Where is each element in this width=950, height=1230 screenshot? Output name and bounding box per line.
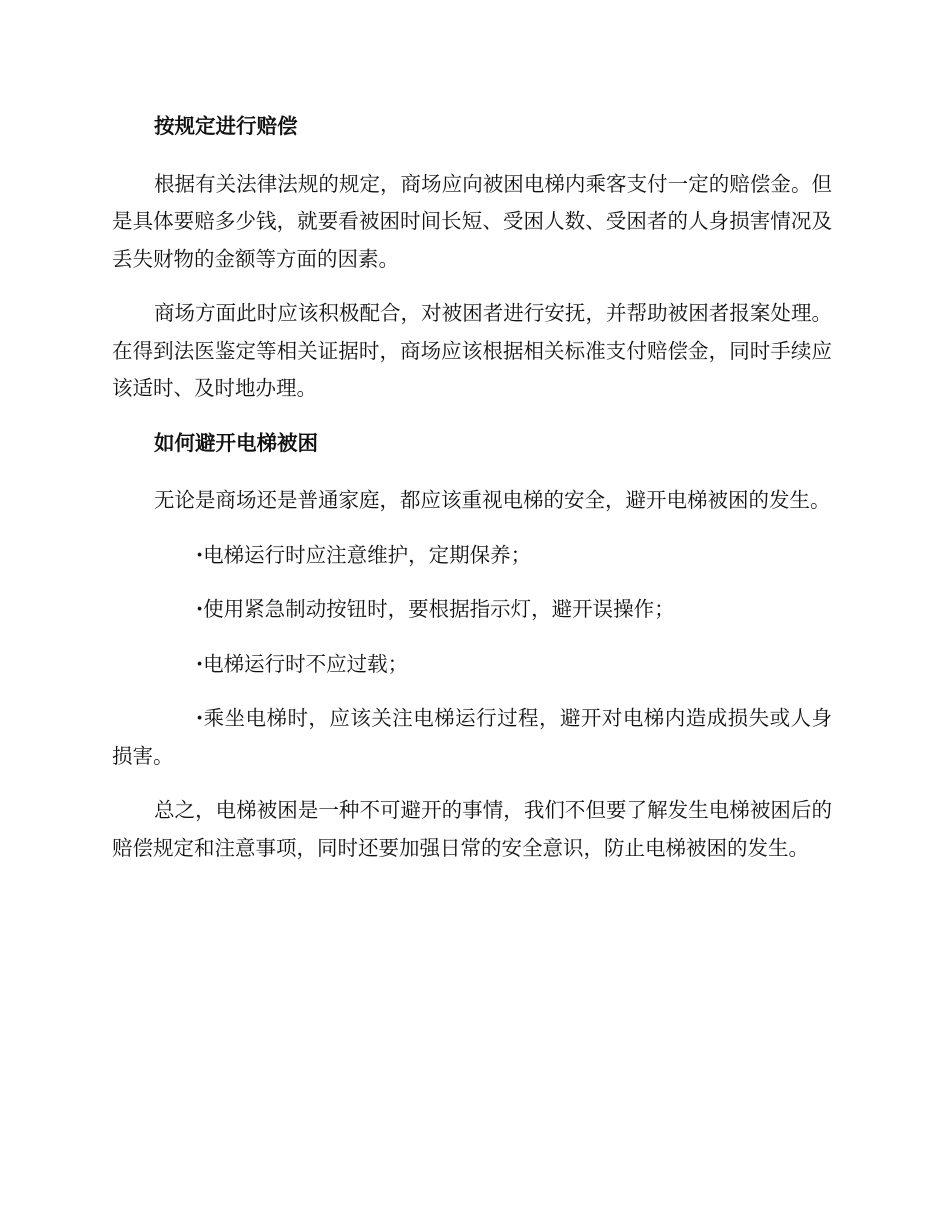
list-item-text: 使用紧急制动按钮时，要根据指示灯，避开误操作；	[203, 597, 675, 621]
list-item-text: 电梯运行时应注意维护，定期保养；	[203, 542, 532, 567]
list-item	[112, 591, 832, 629]
section-heading-compensation: 按规定进行赔偿	[154, 114, 298, 138]
list-item	[112, 646, 832, 684]
list-item	[112, 537, 832, 575]
list-item-text: 乘坐电梯时，应该关注电梯运行过程，避开对电梯内造成损失或人身损害。	[112, 706, 832, 768]
document-page	[112, 108, 832, 884]
paragraph-compensation-law: 根据有关法律法规的规定，商场应向被困电梯内乘客支付一定的赔偿金。但是具体要赔多少钱，就要看被困时间长短、受困人数、受困者的人身损害情况及丢失财物的金额等方面的因素。	[112, 171, 832, 271]
paragraph-avoid-intro: 无论是商场还是普通家庭，都应该重视电梯的安全，避开电梯被困的发生。	[154, 488, 831, 512]
paragraph-conclusion: 总之，电梯被困是一种不可避开的事情，我们不但要了解发生电梯被困后的赔偿规定和注意事项，同时还要加强日常的安全意识，防止电梯被困的发生。	[112, 798, 832, 860]
paragraph-mall-cooperation: 商场方面此时应该积极配合，对被困者进行安抚，并帮助被困者报案处理。在得到法医鉴定等相关证据时，商场应该根据相关标准支付赔偿金，同时手续应该适时、及时地办理。	[112, 301, 832, 400]
bullet-dot: ·	[196, 597, 204, 621]
bullet-dot: ·	[196, 542, 204, 567]
section-heading-avoid-trapped: 如何避开电梯被困	[154, 430, 318, 455]
bullet-dot: ·	[196, 706, 204, 730]
bullet-dot: ·	[196, 651, 204, 676]
list-item	[112, 700, 832, 775]
list-item-text: 电梯运行时不应过载；	[203, 651, 409, 676]
